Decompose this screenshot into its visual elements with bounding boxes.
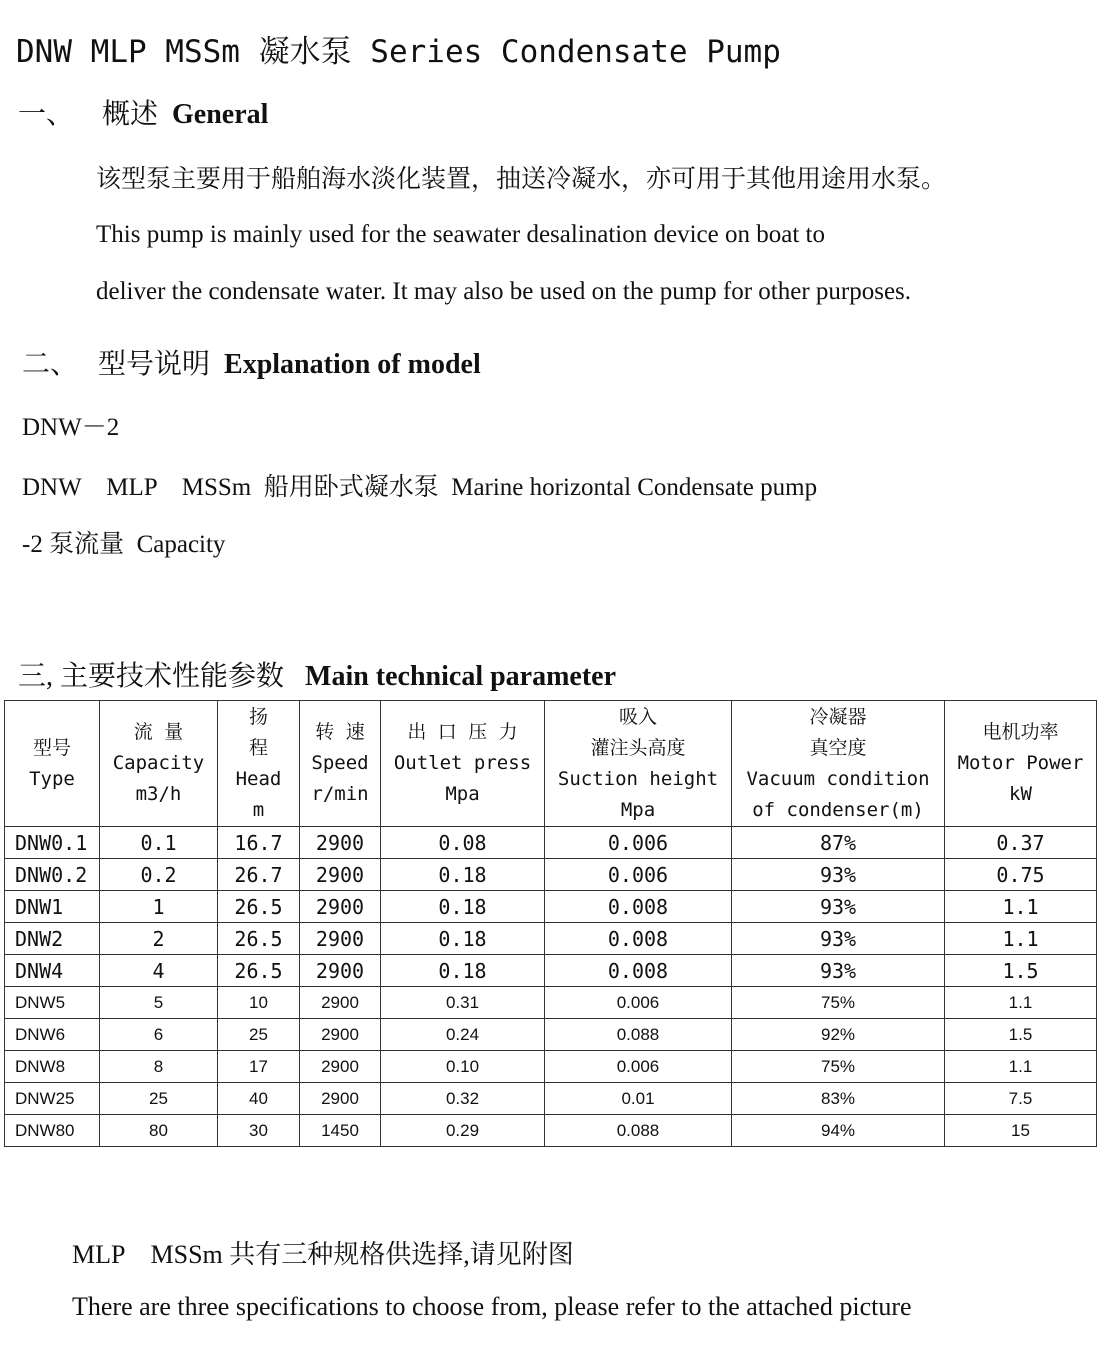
header-capacity: 流 量 Capacity m3/h (100, 701, 218, 827)
value-cell: 26.5 (218, 891, 300, 923)
page-title: DNW MLP MSSm 凝水泵 Series Condensate Pump (16, 34, 781, 70)
value-cell: 0.008 (545, 891, 732, 923)
section-heading-en: Explanation of model (224, 349, 481, 380)
value-cell: 0.088 (545, 1019, 732, 1051)
value-cell: 0.008 (545, 955, 732, 987)
value-cell: 93% (732, 955, 945, 987)
value-cell: 15 (945, 1115, 1097, 1147)
value-cell: 2900 (300, 1083, 381, 1115)
footer-note-cn: MLP MSSm 共有三种规格供选择,请见附图 (72, 1240, 574, 1269)
general-text-cn: 该型泵主要用于船舶海水淡化装置，抽送冷凝水，亦可用于其他用途用水泵。 (96, 166, 947, 193)
value-cell: 10 (218, 987, 300, 1019)
value-cell: 1.1 (945, 891, 1097, 923)
model-cell: DNW0.2 (5, 859, 100, 891)
value-cell: 0.32 (381, 1083, 545, 1115)
footer-note-en: There are three specifications to choose from, please refer to the attached picture (72, 1292, 912, 1321)
value-cell: 1 (100, 891, 218, 923)
value-cell: 25 (218, 1019, 300, 1051)
model-cell: DNW8 (5, 1051, 100, 1083)
table-row (5, 827, 1097, 859)
table-body-lower (5, 987, 1097, 1147)
section-heading-cn: 三, 主要技术性能参数 (18, 661, 285, 692)
value-cell: 26.5 (218, 955, 300, 987)
value-cell: 0.18 (381, 891, 545, 923)
value-cell: 75% (732, 1051, 945, 1083)
value-cell: 26.5 (218, 923, 300, 955)
model-example: DNW－2 (22, 414, 120, 441)
model-cell: DNW1 (5, 891, 100, 923)
value-cell: 8 (100, 1051, 218, 1083)
header-suction-height: 吸入 灌注头高度 Suction height Mpa (545, 701, 732, 827)
table-row (5, 1115, 1097, 1147)
value-cell: 5 (100, 987, 218, 1019)
value-cell: 0.008 (545, 923, 732, 955)
value-cell: 0.37 (945, 827, 1097, 859)
section-number: 一、 (18, 99, 75, 130)
section-parameter-heading (18, 654, 616, 694)
header-head: 扬 程 Head m (218, 701, 300, 827)
value-cell: 87% (732, 827, 945, 859)
model-cell: DNW80 (5, 1115, 100, 1147)
value-cell: 40 (218, 1083, 300, 1115)
value-cell: 2900 (300, 827, 381, 859)
section-heading-cn: 概述 (102, 99, 159, 130)
value-cell: 1.5 (945, 955, 1097, 987)
value-cell: 26.7 (218, 859, 300, 891)
table-row (5, 1019, 1097, 1051)
value-cell: 1.1 (945, 923, 1097, 955)
value-cell: 0.006 (545, 987, 732, 1019)
table-row (5, 859, 1097, 891)
value-cell: 0.10 (381, 1051, 545, 1083)
table-row (5, 987, 1097, 1019)
table-row (5, 891, 1097, 923)
section-number: 二、 (22, 349, 79, 380)
value-cell: 0.24 (381, 1019, 545, 1051)
value-cell: 93% (732, 891, 945, 923)
value-cell: 0.29 (381, 1115, 545, 1147)
value-cell: 2900 (300, 1051, 381, 1083)
value-cell: 0.2 (100, 859, 218, 891)
table-body-upper (5, 827, 1097, 987)
value-cell: 0.006 (545, 1051, 732, 1083)
value-cell: 93% (732, 923, 945, 955)
section-model-heading (22, 342, 481, 382)
table-header-row (5, 701, 1097, 827)
model-cell: DNW6 (5, 1019, 100, 1051)
value-cell: 0.18 (381, 955, 545, 987)
model-cell: DNW0.1 (5, 827, 100, 859)
model-series-description: DNW MLP MSSm 船用卧式凝水泵 Marine horizontal Condensate pump (22, 474, 818, 501)
table-row (5, 1051, 1097, 1083)
section-heading-cn: 型号说明 (98, 349, 211, 380)
value-cell: 80 (100, 1115, 218, 1147)
model-cell: DNW25 (5, 1083, 100, 1115)
model-cell: DNW4 (5, 955, 100, 987)
value-cell: 1.5 (945, 1019, 1097, 1051)
value-cell: 0.18 (381, 923, 545, 955)
value-cell: 4 (100, 955, 218, 987)
value-cell: 94% (732, 1115, 945, 1147)
value-cell: 6 (100, 1019, 218, 1051)
value-cell: 2 (100, 923, 218, 955)
value-cell: 2900 (300, 891, 381, 923)
value-cell: 93% (732, 859, 945, 891)
value-cell: 0.1 (100, 827, 218, 859)
header-type: 型号 Type (5, 701, 100, 827)
value-cell: 17 (218, 1051, 300, 1083)
section-general-heading (18, 92, 268, 132)
value-cell: 0.31 (381, 987, 545, 1019)
model-capacity-description: -2 泵流量 Capacity (22, 531, 226, 558)
value-cell: 0.006 (545, 827, 732, 859)
value-cell: 1.1 (945, 1051, 1097, 1083)
general-text-en-2: deliver the condensate water. It may also be used on the pump for other purposes. (96, 278, 912, 305)
header-speed: 转 速 Speed r/min (300, 701, 381, 827)
value-cell: 92% (732, 1019, 945, 1051)
value-cell: 2900 (300, 1019, 381, 1051)
header-motor-power: 电机功率 Motor Power kW (945, 701, 1097, 827)
header-vacuum-condition: 冷凝器 真空度 Vacuum condition of condenser(m) (732, 701, 945, 827)
table-row (5, 923, 1097, 955)
section-heading-en: Main technical parameter (305, 661, 617, 692)
header-outlet-press: 出 口 压 力 Outlet press Mpa (381, 701, 545, 827)
value-cell: 2900 (300, 859, 381, 891)
model-cell: DNW5 (5, 987, 100, 1019)
value-cell: 83% (732, 1083, 945, 1115)
model-cell: DNW2 (5, 923, 100, 955)
table-row (5, 955, 1097, 987)
value-cell: 0.08 (381, 827, 545, 859)
value-cell: 1450 (300, 1115, 381, 1147)
section-heading-en: General (172, 99, 269, 130)
value-cell: 1.1 (945, 987, 1097, 1019)
value-cell: 0.18 (381, 859, 545, 891)
value-cell: 75% (732, 987, 945, 1019)
value-cell: 0.75 (945, 859, 1097, 891)
value-cell: 2900 (300, 955, 381, 987)
value-cell: 7.5 (945, 1083, 1097, 1115)
parameter-table (4, 700, 1097, 1147)
value-cell: 0.01 (545, 1083, 732, 1115)
value-cell: 30 (218, 1115, 300, 1147)
value-cell: 2900 (300, 987, 381, 1019)
value-cell: 2900 (300, 923, 381, 955)
value-cell: 16.7 (218, 827, 300, 859)
value-cell: 25 (100, 1083, 218, 1115)
value-cell: 0.006 (545, 859, 732, 891)
general-text-en-1: This pump is mainly used for the seawater desalination device on boat to (96, 221, 825, 248)
table-row (5, 1083, 1097, 1115)
value-cell: 0.088 (545, 1115, 732, 1147)
